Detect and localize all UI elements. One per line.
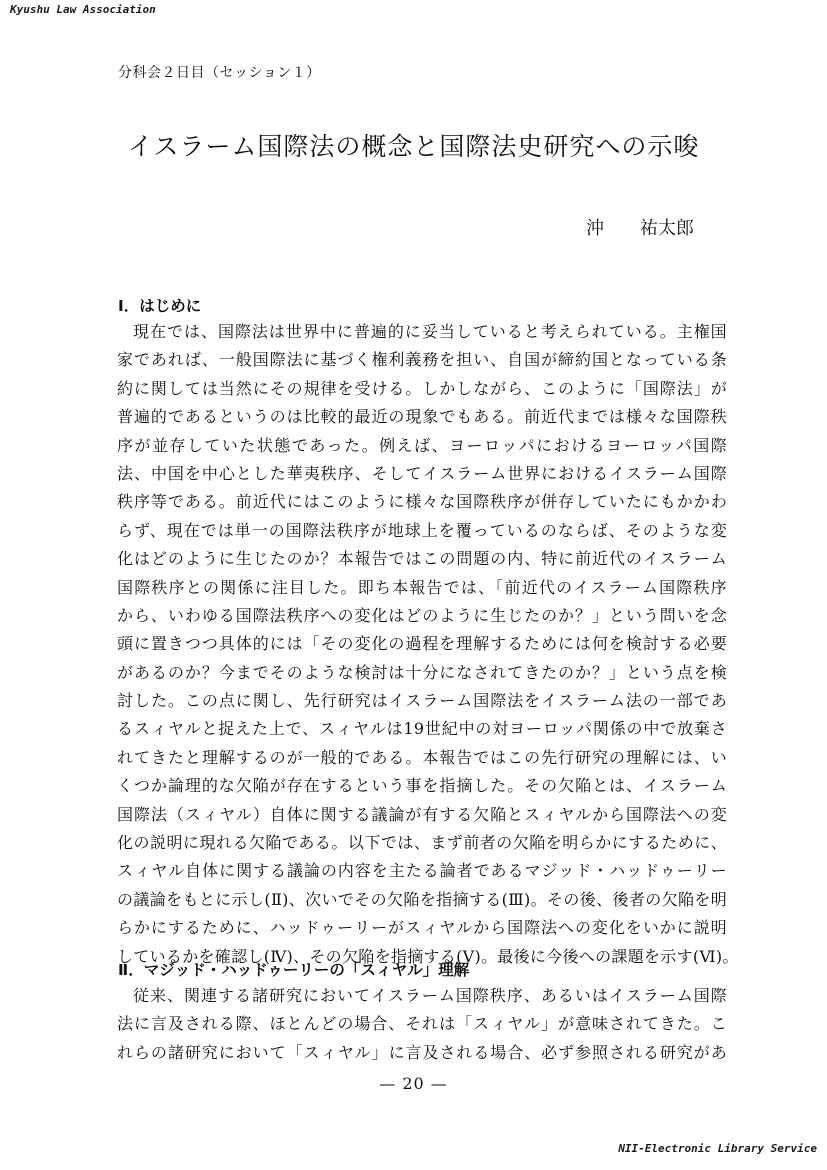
author-given-name: 祐太郎	[640, 218, 694, 239]
section-body-khadduri	[117, 982, 727, 1067]
text-line: るスィヤルと捉えた上で、スィヤルは19世紀中の対ヨーロッパ関係の中で放棄さ	[117, 719, 727, 739]
text-line: スィヤル自体に関する議論の内容を主たる論者であるマジッド・ハッドゥーリー	[117, 861, 727, 881]
text-line: 化はどのように生じたのか？本報告ではこの問題の内、特に前近代のイスラーム	[117, 549, 728, 569]
text-line: らかにするために、ハッドゥーリーがスィヤルから国際法への変化をいかに説明	[117, 918, 727, 938]
service-label: NII-Electronic Library Service	[618, 1142, 817, 1155]
text-line: 秩序等である。前近代にはこのように様々な国際秩序が併存していたにもかかわ	[117, 492, 727, 512]
section-body-introduction	[117, 318, 739, 971]
source-label: Kyushu Law Association	[10, 3, 156, 16]
text-line: 国際法（スィヤル）自体に関する議論が有する欠陥とスィヤルから国際法への変	[117, 804, 727, 824]
text-line: 序が並存していた状態であった。例えば、ヨーロッパにおけるヨーロッパ国際	[117, 435, 727, 455]
text-line: 家であれば、一般国際法に基づく権利義務を担い、自国が締約国となっている条	[117, 350, 727, 370]
text-line: の議論をもとに示し(Ⅱ)、次いでその欠陥を指摘する(Ⅲ)。その後、後者の欠陥を明	[117, 889, 727, 909]
text-line: 現在では、国際法は世界中に普遍的に妥当していると考えられている。主権国	[133, 322, 727, 341]
article-title: イスラーム国際法の概念と国際法史研究への示唆	[127, 132, 700, 161]
text-line: 普遍的であるというのは比較的最近の現象でもある。前近代までは様々な国際秩	[117, 407, 727, 427]
session-label: 分科会２日目（セッション１）	[118, 65, 321, 81]
author-family-name: 沖	[586, 218, 604, 239]
text-line: 討した。この点に関し、先行研究はイスラーム国際法をイスラーム法の一部であ	[117, 691, 727, 711]
text-line: があるのか？今までそのような検討は十分になされてきたのか？」という点を検	[117, 662, 727, 682]
text-line: 法に言及される際、ほとんどの場合、それは「スィヤル」が意味されてきた。こ	[117, 1014, 727, 1034]
text-line: 法、中国を中心とした華夷秩序、そしてイスラーム世界におけるイスラーム国際	[117, 463, 727, 483]
text-line: くつか論理的な欠陥が存在するという事を指摘した。その欠陥とは、イスラーム	[117, 776, 727, 796]
text-line: らず、現在では単一の国際法秩序が地球上を覆っているのならば、そのような変	[117, 520, 727, 540]
section-heading-introduction: Ⅰ．はじめに	[118, 297, 202, 315]
text-line: 化の説明に現れる欠陥である。以下では、まず前者の欠陥を明らかにするために、	[117, 833, 727, 853]
text-line: から、いわゆる国際法秩序への変化はどのように生じたのか？」という問いを念	[117, 605, 727, 625]
text-line: れらの諸研究において「スィヤル」に言及される場合、必ず参照される研究があ	[117, 1042, 727, 1062]
text-line: しているかを確認し(Ⅳ)、その欠陥を指摘する(Ⅴ)。最後に今後への課題を示す(Ⅵ)。	[117, 946, 739, 966]
text-line: れてきたと理解するのが一般的である。本報告ではこの先行研究の理解には、い	[117, 747, 727, 767]
text-line: 国際秩序との関係に注目した。即ち本報告では、「前近代のイスラーム国際秩序	[117, 577, 728, 597]
section-heading-khadduri: Ⅱ．マジッド・ハッドゥーリーの「スィヤル」理解	[118, 961, 470, 979]
page-number: — 20 —	[379, 1074, 448, 1093]
author-name	[586, 214, 694, 240]
text-line: 頭に置きつつ具体的には「その変化の過程を理解するためには何を検討する必要	[117, 634, 727, 654]
text-line: 約に関しては当然にその規律を受ける。しかしながら、このように「国際法」が	[117, 378, 727, 398]
text-line: 従来、関連する諸研究においてイスラーム国際秩序、あるいはイスラーム国際	[133, 986, 727, 1005]
